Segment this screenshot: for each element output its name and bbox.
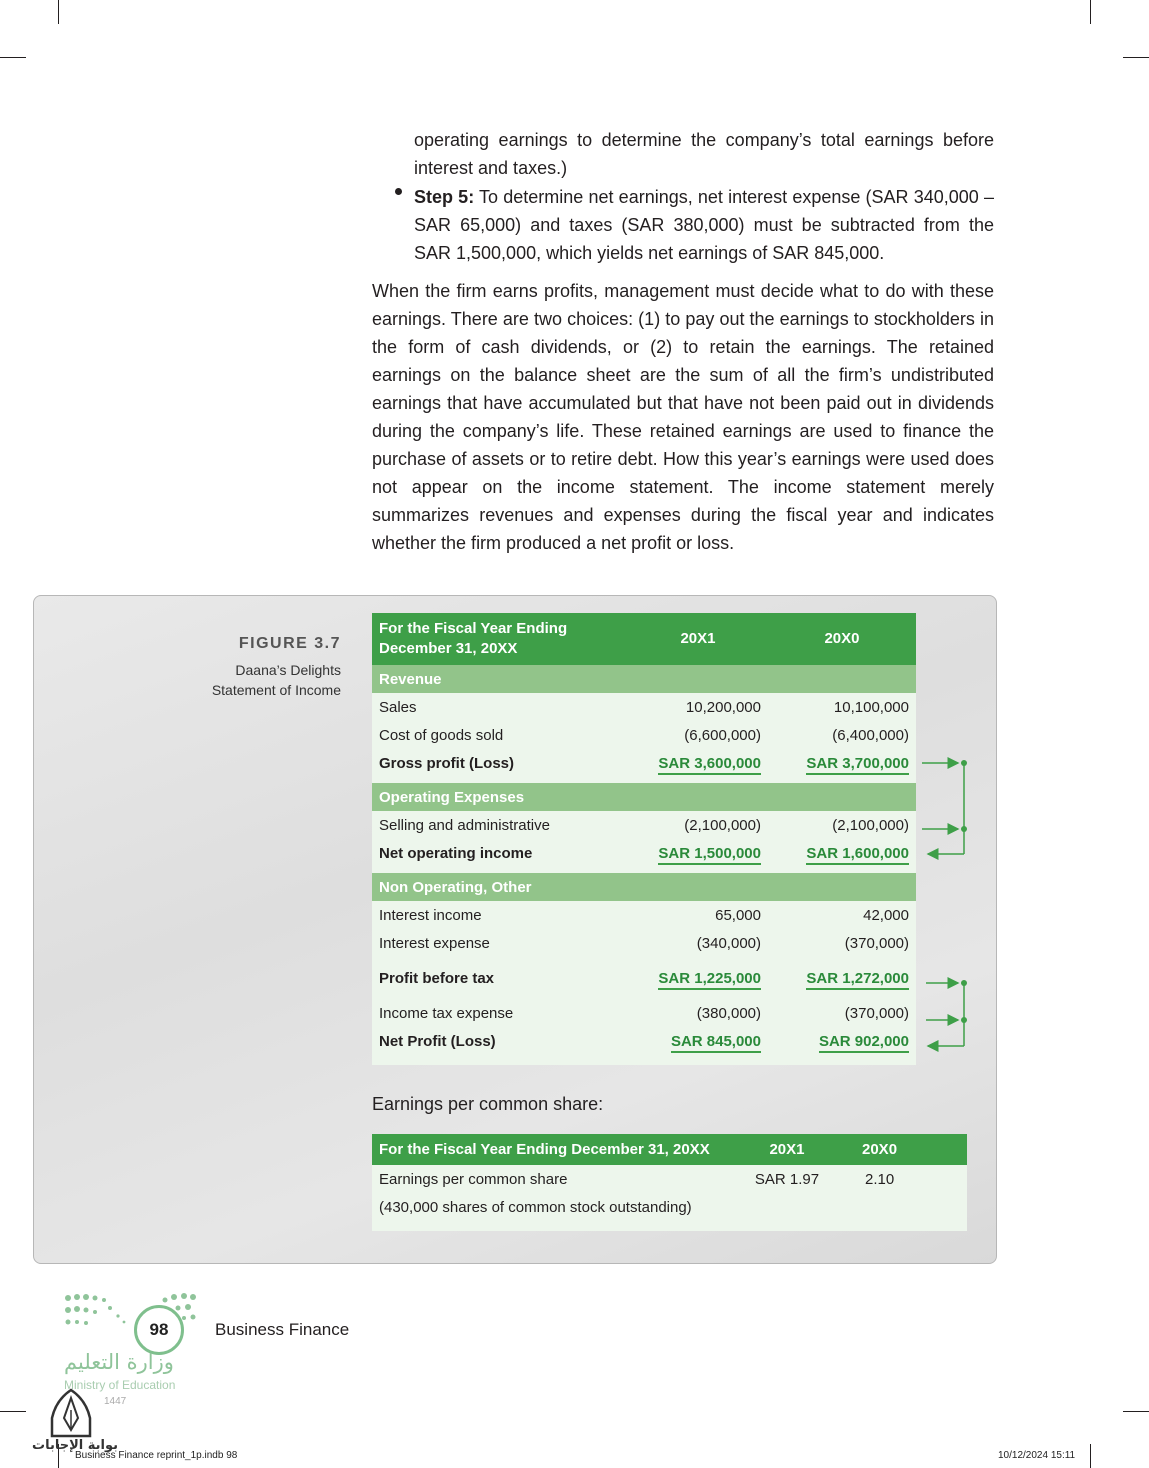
row-label: Gross profit (Loss) <box>379 754 515 772</box>
crop-mark <box>58 0 59 24</box>
row-label: Interest income <box>379 906 482 924</box>
row-value-20x0: SAR 1,600,000 <box>768 839 916 867</box>
section-non-operating: Non Operating, Other <box>372 873 916 901</box>
row-value-20x1: (380,000) <box>696 1004 761 1022</box>
table-row <box>372 957 916 999</box>
header-col-20x1: 20X1 <box>628 613 768 665</box>
table-row <box>372 839 916 867</box>
bullet-icon <box>395 188 402 195</box>
row-value-20x1: (6,600,000) <box>684 726 761 744</box>
row-label: Cost of goods sold <box>379 726 504 744</box>
figure-number: FIGURE 3.7 <box>238 635 341 652</box>
header-col-20x0: 20X0 <box>768 613 916 665</box>
row-value-20x0: (370,000) <box>844 934 909 952</box>
continued-paragraph: operating earnings to determine the company’s total earnings before interest and taxes.) <box>414 130 994 178</box>
row-label: Profit before tax <box>379 969 495 987</box>
table-header-row <box>372 613 916 665</box>
row-value-20x0: SAR 3,700,000 <box>768 749 916 777</box>
figure-caption-line1: Daana’s Delights <box>235 662 341 678</box>
row-value-20x1: SAR 1,500,000 <box>628 839 768 867</box>
row-label: Earnings per common share <box>379 1170 568 1188</box>
step5-label: Step 5: <box>414 187 475 207</box>
row-value-20x0: 2.10 <box>865 1170 895 1188</box>
book-title: Business Finance <box>215 1320 350 1339</box>
row-value-20x1: (340,000) <box>696 934 761 952</box>
slug-file: Business Finance reprint_1p.indb 98 <box>75 1450 238 1461</box>
row-value-20x1: 10,200,000 <box>685 698 761 716</box>
table-row <box>372 693 916 721</box>
step5-text: To determine net earnings, net interest expense (SAR 340,000 – SAR 65,000) and taxes (SAR 380,000) must be subtracted from the SAR 1,500,000, which yields net earnings of SAR 845,000. <box>414 187 994 263</box>
row-label: Sales <box>379 698 417 716</box>
row-value-20x0: (370,000) <box>844 1004 909 1022</box>
figure-caption <box>212 660 341 700</box>
section-operating-expenses: Operating Expenses <box>372 783 916 811</box>
figure-caption-line2: Statement of Income <box>211 682 341 698</box>
row-value-20x1: (2,100,000) <box>684 816 761 834</box>
row-value-20x1: SAR 1.97 <box>754 1170 820 1188</box>
main-paragraph: When the firm earns profits, management must decide what to do with these earnings. There are two choices: (1) to pay out the earnings to stockholders in the form of cash dividends, or (2) to retain the earnings. The retained earnings on the balance sheet are the sum of all the firm’s undistributed earnings that have accumulated but that have not been paid out in dividends during the company’s life. These retained earnings are used to finance the purchase of assets or to retire debt. How this year’s earnings were used does not appear on the income statement. The income statement merely summarizes revenues and expenses during the fiscal year and indicates whether the firm produced a net profit or loss. <box>372 281 994 553</box>
row-value-20x0: (6,400,000) <box>832 726 909 744</box>
row-value-20x1: 65,000 <box>715 906 761 924</box>
row-value-20x0: (2,100,000) <box>832 816 909 834</box>
table-row <box>372 929 916 957</box>
step5-paragraph <box>414 183 994 267</box>
pen-nib-logo-icon <box>48 1388 94 1438</box>
row-value-20x0: SAR 1,272,000 <box>768 957 916 999</box>
crop-mark <box>0 57 26 58</box>
row-value-20x0: 42,000 <box>863 906 909 924</box>
ministry-year: 1447 <box>104 1396 127 1407</box>
table-row <box>372 999 916 1027</box>
ministry-name-english: Ministry of Education <box>64 1378 176 1392</box>
crop-mark <box>1123 57 1149 58</box>
row-label: Net Profit (Loss) <box>379 1032 496 1050</box>
calculation-arrows <box>918 740 978 1070</box>
eps-header-period: For the Fiscal Year Ending December 31, 20XX <box>372 1134 742 1165</box>
page-number: 98 <box>134 1305 184 1355</box>
row-value-20x1: SAR 1,225,000 <box>628 957 768 999</box>
crop-mark <box>1123 1411 1149 1412</box>
row-label: Interest expense <box>379 934 490 952</box>
table-row <box>372 1165 967 1193</box>
income-statement-table <box>372 613 916 1065</box>
table-row <box>372 1193 967 1231</box>
ministry-name-arabic: وزارة التعليم <box>64 1350 174 1374</box>
row-label: Income tax expense <box>379 1004 514 1022</box>
row-label: Net operating income <box>379 844 533 862</box>
table-row <box>372 721 916 749</box>
row-label: Selling and administrative <box>379 816 550 834</box>
header-period: For the Fiscal Year Ending December 31, 20XX <box>372 613 628 665</box>
row-value-20x1: SAR 3,600,000 <box>628 749 768 777</box>
slug-date: 10/12/2024 15:11 <box>998 1450 1076 1461</box>
eps-header-col-20x0: 20X0 <box>832 1134 967 1165</box>
eps-header-col-20x1: 20X1 <box>742 1134 832 1165</box>
crop-mark <box>0 1411 26 1412</box>
table-row <box>372 1027 916 1065</box>
table-row <box>372 901 916 929</box>
section-revenue: Revenue <box>372 665 916 693</box>
row-value-20x0: SAR 902,000 <box>768 1027 916 1065</box>
eps-title: Earnings per common share: <box>372 1094 604 1114</box>
site-name: بوابة الإجابات <box>32 1438 118 1453</box>
table-row <box>372 811 916 839</box>
table-row <box>372 749 916 777</box>
table-header-row <box>372 1134 967 1165</box>
eps-table <box>372 1134 967 1231</box>
row-value-20x0: 10,100,000 <box>833 698 909 716</box>
crop-mark <box>1090 1444 1091 1468</box>
crop-mark <box>1090 0 1091 24</box>
eps-note: (430,000 shares of common stock outstanding) <box>379 1198 692 1216</box>
row-value-20x1: SAR 845,000 <box>628 1027 768 1065</box>
